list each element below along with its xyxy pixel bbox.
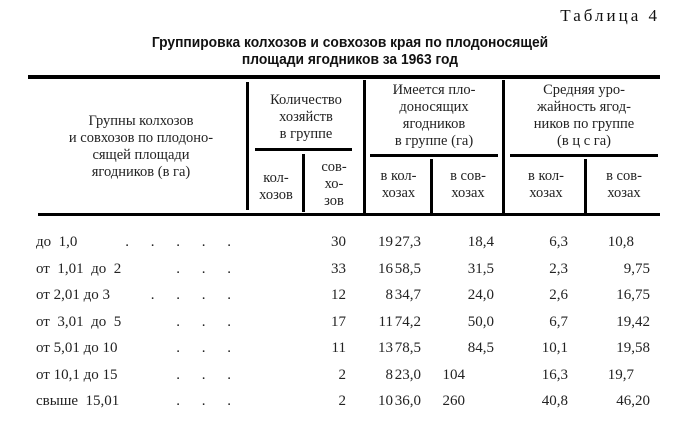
area-subheader-rule — [370, 154, 498, 157]
header-yield-sovkhoz: в сов- хозах — [606, 168, 642, 201]
top-rule — [28, 75, 660, 79]
table-row — [0, 287, 700, 313]
table-caption — [28, 34, 672, 68]
cell-count-s: 16 — [378, 260, 393, 277]
table-row — [0, 234, 700, 260]
cell-area-s: 104 — [442, 366, 465, 383]
row-group-label: до 1,0 — [36, 234, 78, 250]
header-area: Имеется пло- доносящих ягодников в группе (га) — [392, 82, 476, 149]
count-subheader-rule — [255, 148, 352, 151]
cell-yield-k: 16,3 — [541, 366, 568, 383]
cell-area-s: 260 — [442, 393, 465, 409]
cell-area-k: 58,5 — [394, 260, 421, 277]
cell-area-k: 34,7 — [394, 287, 421, 303]
table-row — [0, 340, 700, 366]
cell-area-s: 84,5 — [467, 340, 494, 356]
cell-area-s: 24,0 — [467, 287, 494, 303]
cell-area-k: 74,2 — [394, 313, 421, 330]
header-yield: Средняя уро- жайность ягод- ников по группе (в ц с га) — [533, 82, 635, 149]
cell-count-s: 8 — [385, 287, 393, 303]
row-leader-dots: . . . — [176, 393, 240, 409]
caption-line-2: площади ягодников за 1963 год — [241, 51, 459, 68]
header-group: Групны колхозов и совхозов по плодоно- сящей площади ягодников (в га) — [68, 113, 214, 180]
cell-count-s: 10 — [378, 393, 393, 409]
count-subdivider — [302, 154, 305, 212]
cell-area-s: 18,4 — [467, 234, 494, 250]
cell-count-s: 19 — [378, 234, 393, 250]
row-leader-dots: . . . . . — [125, 234, 240, 250]
cell-area-s: 50,0 — [467, 313, 494, 330]
header-bottom-rule — [38, 213, 660, 216]
cell-yield-s: 46,20 — [616, 393, 650, 409]
yield-subdivider — [584, 159, 587, 213]
table-row — [0, 314, 700, 340]
header-count-kolkhoz: кол- хозов — [259, 170, 293, 203]
cell-area-k: 36,0 — [394, 393, 421, 409]
cell-yield-k: 40,8 — [541, 393, 568, 409]
divider-area-yield — [502, 80, 505, 214]
area-subdivider — [430, 159, 433, 213]
table-row — [0, 261, 700, 287]
cell-yield-k: 6,3 — [549, 234, 568, 250]
cell-yield-s: 19,58 — [616, 340, 650, 356]
cell-yield-s: 19,7 — [607, 366, 634, 383]
header-yield-kolkhoz: в кол- хозах — [528, 168, 564, 201]
row-group-label: свыше 15,01 — [36, 393, 120, 409]
table-number-label: Таблица 4 — [560, 6, 660, 25]
cell-area-k: 23,0 — [394, 366, 421, 383]
row-leader-dots: . . . — [176, 366, 240, 383]
cell-area-k: 27,3 — [394, 234, 421, 250]
header-area-sovkhoz: в сов- хозах — [450, 168, 486, 201]
table-row — [0, 393, 700, 419]
yield-subheader-rule — [510, 154, 658, 157]
divider-group-count — [246, 82, 249, 210]
cell-yield-k: 2,6 — [549, 287, 568, 303]
cell-count-k: 12 — [331, 287, 346, 303]
row-group-label: от 3,01 до 5 — [36, 313, 122, 330]
row-leader-dots: . . . — [176, 260, 240, 277]
cell-yield-s: 16,75 — [616, 287, 650, 303]
row-leader-dots: . . . — [176, 313, 240, 330]
cell-count-k: 30 — [331, 234, 346, 250]
cell-yield-s: 10,8 — [607, 234, 634, 250]
cell-count-s: 8 — [385, 366, 393, 383]
row-group-label: от 1,01 до 2 — [36, 260, 122, 277]
cell-yield-s: 9,75 — [623, 260, 650, 277]
cell-area-s: 31,5 — [467, 260, 494, 277]
divider-count-area — [363, 80, 366, 214]
caption-line-1: Группировка колхозов и совхозов края по плодоносящей — [151, 34, 549, 51]
header-count: Количество хозяйств в группе — [270, 92, 342, 142]
row-leader-dots: . . . . — [150, 287, 240, 303]
cell-yield-k: 2,3 — [549, 260, 568, 277]
row-leader-dots: . . . — [176, 340, 240, 356]
row-group-label: от 10,1 до 15 — [36, 366, 118, 383]
cell-count-k: 2 — [338, 366, 346, 383]
cell-count-s: 11 — [378, 313, 393, 330]
table-row — [0, 367, 700, 393]
cell-count-k: 11 — [331, 340, 346, 356]
cell-yield-k: 10,1 — [541, 340, 568, 356]
header-count-sovkhoz: сов- хо- зов — [321, 159, 347, 209]
header-area-kolkhoz: в кол- хозах — [380, 168, 417, 201]
cell-count-k: 17 — [331, 313, 346, 330]
cell-yield-k: 6,7 — [549, 313, 568, 330]
cell-count-k: 33 — [331, 260, 346, 277]
row-group-label: от 5,01 до 10 — [36, 340, 118, 356]
cell-yield-s: 19,42 — [616, 313, 650, 330]
cell-count-s: 13 — [378, 340, 393, 356]
row-group-label: от 2,01 до 3 — [36, 287, 110, 303]
cell-count-k: 2 — [338, 393, 346, 409]
cell-area-k: 78,5 — [394, 340, 421, 356]
